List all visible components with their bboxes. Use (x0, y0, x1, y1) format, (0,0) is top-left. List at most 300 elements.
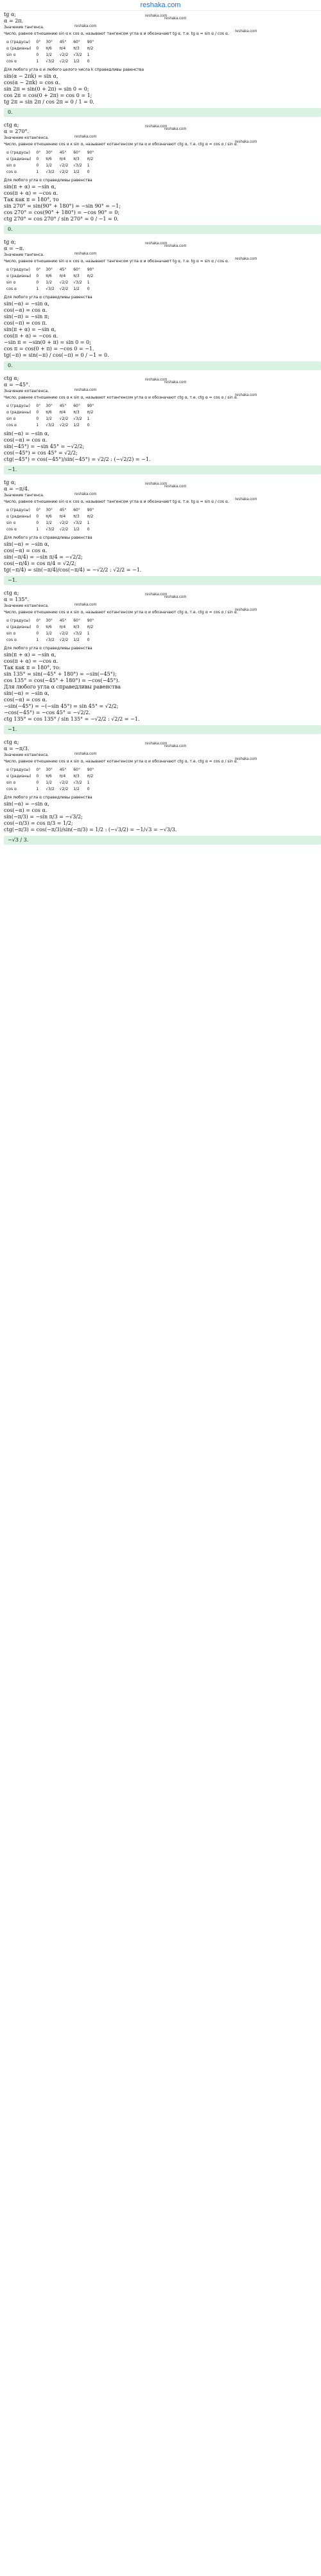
solution-step: cos(−π/4) = cos π/4 = √2/2; (4, 561, 76, 566)
trig-table-header-cell: α (градусы) (6, 618, 30, 623)
watermark: reshaka.com (164, 127, 187, 131)
trig-table-cell: 0 (36, 521, 39, 525)
trig-table-header-row (4, 618, 96, 624)
problem-section-6 (4, 590, 321, 734)
solution-step: −cos(−45°) = −cos 45° = −√2/2. (4, 710, 91, 716)
trig-table-cell: 1 (36, 638, 39, 642)
problem-block (4, 739, 321, 833)
trig-table-header-cell: 45° (59, 768, 67, 772)
problem-line: tg α; (4, 239, 16, 245)
solution-step: ctg(−45°) = cos(−45°)/sin(−45°) = √2/2 : (−√2/2) = −1. (4, 456, 151, 462)
trig-table-cell: π/4 (59, 410, 66, 415)
trig-table-cell: π/2 (87, 625, 94, 629)
trig-table-cell: 1/2 (46, 780, 52, 785)
trig-table-cell: π/2 (87, 157, 94, 161)
solution-step: cos(π + α) = −cos α. (4, 190, 58, 196)
watermark: reshaka.com (74, 752, 97, 756)
solution-step: sin(α − 2πk) = sin α, (4, 73, 58, 79)
problem-line: ctg α; (4, 375, 19, 381)
trig-table-row (4, 514, 96, 520)
trig-table-row-label: α (радианы) (6, 157, 31, 161)
trig-table-row-label: sin α (6, 163, 16, 168)
problem-line: α = −π. (4, 246, 24, 251)
trig-table-header-cell: 90° (87, 267, 94, 272)
watermark: reshaka.com (74, 135, 97, 139)
solution-step: sin(−α) = −sin α, (4, 541, 49, 547)
identity-intro: Для любого угла α справедливы равенства (4, 295, 92, 300)
trig-table-cell: 0 (87, 638, 90, 642)
trig-table-header-cell: α (градусы) (6, 768, 30, 772)
trig-table-cell: π/3 (73, 774, 80, 779)
definition-title: Значение тангенса. (4, 25, 44, 30)
trig-table-header-cell: α (градусы) (6, 40, 30, 44)
trig-table-cell: π/6 (46, 157, 52, 161)
trig-table-cell: 1 (36, 287, 39, 291)
solution-step: cos(π + α) = −cos α. (4, 658, 58, 664)
solution-step: sin(−α) = −sin α, (4, 301, 49, 307)
trig-table-header-cell: 60° (73, 150, 80, 155)
solution-step: cos(−α) = cos α. (4, 548, 48, 554)
answer-box: −1. (4, 725, 321, 734)
trig-table-cell: 1 (36, 59, 39, 64)
problem-line: α = −π/4. (4, 486, 30, 492)
watermark: reshaka.com (145, 14, 168, 18)
trig-table-header-cell: α (градусы) (6, 150, 30, 155)
trig-table-row (4, 410, 96, 416)
trig-table-cell: 1/2 (73, 527, 80, 532)
trig-table-cell: 0 (36, 417, 39, 421)
trig-table-header-cell: 90° (87, 40, 94, 44)
trig-table-cell: 0 (36, 53, 39, 57)
trig-table-cell: π/4 (59, 625, 66, 629)
trig-table-cell: 0 (36, 780, 39, 785)
solution-step: cos 2π = cos(0 + 2π) = cos 0 = 1; (4, 93, 92, 98)
trig-table-cell: √2/2 (59, 163, 69, 168)
definition-rule: Число, равное отношению sin α к cos α, называют тангенсом угла α и обозначают tg α, т.е. tg α = sin α / cos α. (4, 500, 229, 504)
trig-table-cell: π/6 (46, 625, 52, 629)
trig-table-row (4, 59, 96, 65)
solution-step: cos 135° = cos(−45° + 180°) = −cos(−45°). (4, 678, 120, 683)
problem-section-1 (4, 12, 321, 117)
trig-table-header-cell: 90° (87, 618, 94, 623)
solution-step: cos(−π/3) = cos π/3 = 1/2; (4, 820, 73, 826)
solution-step: cos(−45°) = cos 45° = √2/2; (4, 450, 78, 456)
problem-line: α = 270°. (4, 129, 30, 134)
watermark: reshaka.com (145, 378, 168, 382)
trig-table-header-row (4, 507, 96, 514)
problem-line: tg α; (4, 480, 16, 485)
problem-block (4, 480, 321, 573)
watermark: reshaka.com (235, 757, 257, 761)
problem-section-3 (4, 239, 321, 370)
trig-table-row (4, 786, 96, 793)
trig-table-row-label: cos α (6, 638, 17, 642)
trig-table-header-cell: 90° (87, 768, 94, 772)
trig-table-header-cell: 0° (36, 267, 41, 272)
problem-block (4, 122, 321, 222)
watermark: reshaka.com (74, 492, 97, 496)
trig-table-header-cell: 30° (46, 267, 53, 272)
trig-table-cell: √2/2 (59, 638, 69, 642)
problem-block (4, 12, 321, 105)
trig-table-cell: 0 (87, 170, 90, 174)
trig-table-header-cell: 0° (36, 508, 41, 512)
problem-block (4, 590, 321, 723)
solution-step: cos(−α) = cos α. (4, 307, 48, 313)
trig-table-cell: π/2 (87, 514, 94, 519)
trig-table-header-cell: 60° (73, 267, 80, 272)
trig-table-row (4, 163, 96, 169)
trig-table-row-label: α (радианы) (6, 274, 31, 278)
trig-table-row-label: sin α (6, 631, 16, 636)
solution-step: sin(−α) = −sin α, (4, 801, 49, 807)
trig-table-cell: 0 (36, 631, 39, 636)
trig-table-cell: 1 (87, 631, 90, 636)
trig-table-cell: 1/2 (73, 787, 80, 791)
solution-step: tg(−π/4) = sin(−π/4)/cos(−π/4) = −√2/2 : √2/2 = −1. (4, 567, 142, 573)
problem-line: α = 2π. (4, 18, 24, 24)
trig-table-header-cell: 45° (59, 40, 67, 44)
solution-step: ctg(−π/3) = cos(−π/3)/sin(−π/3) = 1/2 : (−√3/2) = −1/√3 = −√3/3. (4, 827, 177, 833)
trig-table-row (4, 169, 96, 176)
trig-table-cell: 1 (36, 423, 39, 428)
trig-table-cell: π/6 (46, 514, 52, 519)
trig-table-cell: π/2 (87, 410, 94, 415)
trig-table-cell: π/6 (46, 410, 52, 415)
trig-table-cell: √3/2 (46, 527, 55, 532)
trig-table-cell: π/2 (87, 46, 94, 51)
trig-table-header-row (4, 267, 96, 273)
trig-table-cell: 1 (87, 417, 90, 421)
trig-table-cell: √3/2 (73, 280, 82, 285)
identity-intro: Для любого угла α справедливы равенства (4, 178, 92, 183)
trig-table-header-cell: 0° (36, 404, 41, 408)
trig-table-cell: 1/2 (46, 53, 52, 57)
watermark: reshaka.com (74, 388, 97, 392)
answer-box: 0. (4, 225, 321, 234)
solution-step: ctg 270° = cos 270° / sin 270° = 0 / −1 = 0. (4, 216, 119, 222)
trig-table (4, 618, 96, 644)
solution-step: cos π = cos(0 + π) = −cos 0 = −1. (4, 346, 94, 352)
definition-rule: Число, равное отношению sin α к cos α, называют тангенсом угла α и обозначают tg α, т.е. tg α = sin α / cos α. (4, 259, 229, 264)
trig-table-row (4, 422, 96, 429)
trig-table-row (4, 46, 96, 52)
trig-table-cell: 1/2 (73, 170, 80, 174)
solution-step: cos(−α) = cos α. (4, 807, 48, 813)
trig-table-row-label: cos α (6, 59, 17, 64)
trig-table-header-cell: 0° (36, 618, 41, 623)
trig-table-cell: √3/2 (46, 170, 55, 174)
trig-table-cell: π/3 (73, 46, 80, 51)
trig-table-row (4, 773, 96, 780)
trig-table-header-cell: 60° (73, 508, 80, 512)
trig-table-row-label: sin α (6, 53, 16, 57)
trig-table-cell: 1/2 (73, 423, 80, 428)
trig-table-row (4, 286, 96, 293)
definition-rule: Число, равное отношению cos α к sin α, называют котангенсом угла α и обозначают ctg α, т.е. ctg α = cos α / sin α. (4, 759, 238, 764)
trig-table-cell: √3/2 (73, 417, 82, 421)
trig-table-row (4, 527, 96, 533)
solution-step: sin(−π) = −sin π; (4, 314, 49, 320)
trig-table-cell: 0 (36, 410, 39, 415)
watermark: reshaka.com (164, 244, 187, 248)
trig-table-header-cell: 60° (73, 404, 80, 408)
trig-table-header-cell: 45° (59, 150, 67, 155)
answer-box: −1. (4, 465, 321, 474)
definition-rule: Число, равное отношению cos α к sin α, называют котангенсом угла α и обозначают ctg α, т.е. ctg α = cos α / sin α. (4, 395, 238, 400)
solution-step: Так как π = 180°, то (4, 197, 59, 203)
trig-table-row-label: sin α (6, 417, 16, 421)
solution-step: −sin(−45°) = −(−sin 45°) = sin 45° = √2/2; (4, 703, 119, 709)
trig-table-row-label: α (радианы) (6, 514, 31, 519)
trig-table (4, 39, 96, 65)
watermark: reshaka.com (74, 24, 97, 28)
trig-table-cell: π/6 (46, 46, 52, 51)
trig-table-cell: π/4 (59, 157, 66, 161)
watermark: reshaka.com (145, 482, 168, 486)
trig-table-header-cell: 60° (73, 618, 80, 623)
trig-table-cell: π/3 (73, 274, 80, 278)
problem-section-5 (4, 480, 321, 585)
definition-title: Значение тангенса. (4, 253, 44, 257)
trig-table-cell: 0 (36, 46, 39, 51)
trig-table-cell: 0 (87, 787, 90, 791)
trig-table-cell: π/4 (59, 46, 66, 51)
solution-step: sin(−π/4) = −sin π/4 = −√2/2; (4, 554, 83, 560)
watermark: reshaka.com (164, 595, 187, 599)
watermark: reshaka.com (164, 17, 187, 21)
solution-step: cos(α − 2πk) = cos α. (4, 80, 60, 86)
trig-table-row-label: cos α (6, 170, 17, 174)
trig-table-cell: π/3 (73, 157, 80, 161)
trig-table-header-cell: 0° (36, 150, 41, 155)
trig-table (4, 267, 96, 293)
trig-table-header-cell: 45° (59, 508, 67, 512)
answer-box: −1. (4, 576, 321, 585)
trig-table-cell: √3/2 (73, 163, 82, 168)
trig-table-cell: π/4 (59, 514, 66, 519)
watermark: reshaka.com (164, 381, 187, 384)
solution-step: cos(π + α) = −cos α. (4, 333, 58, 339)
trig-table-header-cell: 45° (59, 404, 67, 408)
trig-table-row (4, 631, 96, 637)
trig-table-row-label: cos α (6, 787, 17, 791)
definition-rule: Число, равное отношению cos α к sin α, называют котангенсом угла α и обозначают ctg α, т.е. ctg α = cos α / sin α. (4, 610, 238, 615)
trig-table-cell: 0 (36, 514, 39, 519)
solution-step: Для любого угла α справедливы равенства (4, 684, 121, 690)
trig-table-header-cell: 90° (87, 508, 94, 512)
trig-table-cell: 1/2 (73, 287, 80, 291)
trig-table-row-label: sin α (6, 280, 16, 285)
watermark: reshaka.com (145, 593, 168, 597)
trig-table-cell: √2/2 (59, 170, 69, 174)
trig-table-cell: 1/2 (73, 638, 80, 642)
solution-step: sin(−α) = −sin α, (4, 431, 49, 437)
solution-step: cos(−α) = cos α. (4, 437, 48, 443)
watermark: reshaka.com (235, 498, 257, 501)
trig-table-row-label: α (радианы) (6, 774, 31, 779)
trig-table-header-cell: 30° (46, 768, 53, 772)
trig-table-cell: √3/2 (46, 787, 55, 791)
watermark: reshaka.com (235, 608, 257, 612)
solution-step: sin 270° = sin(90° + 180°) = −sin 90° = −1; (4, 203, 121, 209)
identity-intro: Для любого угла α и любого целого числа k справедливы равенства (4, 68, 144, 72)
definition-title: Значение котангенса. (4, 604, 49, 608)
trig-table-cell: √2/2 (59, 417, 69, 421)
trig-table-header-cell: α (градусы) (6, 404, 30, 408)
trig-table-cell: 1 (87, 163, 90, 168)
trig-table-row-label: cos α (6, 423, 17, 428)
trig-table-row (4, 520, 96, 527)
trig-table-cell: √2/2 (59, 59, 69, 64)
trig-table (4, 403, 96, 429)
trig-table-cell: √3/2 (73, 521, 82, 525)
trig-table-cell: π/3 (73, 410, 80, 415)
trig-table-row (4, 52, 96, 59)
trig-table-header-cell: 60° (73, 768, 80, 772)
problem-line: α = 135°. (4, 597, 30, 602)
trig-table-header-cell: α (градусы) (6, 508, 30, 512)
trig-table-header-row (4, 403, 96, 410)
trig-table-header-row (4, 150, 96, 156)
trig-table-cell: 1 (87, 53, 90, 57)
trig-table-cell: 0 (36, 774, 39, 779)
trig-table-cell: 1/2 (46, 163, 52, 168)
trig-table-cell: 1 (87, 780, 90, 785)
trig-table-row-label: sin α (6, 521, 16, 525)
trig-table-row-label: α (радианы) (6, 46, 31, 51)
trig-table-cell: √2/2 (59, 631, 69, 636)
solution-step: tg 2π = sin 2π / cos 2π = 0 / 1 = 0. (4, 99, 94, 105)
watermark: reshaka.com (145, 242, 168, 246)
trig-table-row (4, 624, 96, 631)
solution-step: sin(−α) = −sin α, (4, 690, 49, 696)
trig-table-cell: 1/2 (46, 521, 52, 525)
trig-table-cell: π/6 (46, 274, 52, 278)
trig-table-row (4, 280, 96, 286)
trig-table-cell: 0 (87, 527, 90, 532)
top-watermark: reshaka.com (140, 1, 181, 9)
watermark: reshaka.com (235, 30, 257, 33)
trig-table-cell: 0 (36, 157, 39, 161)
solution-step: tg(−π) = sin(−π) / cos(−π) = 0 / −1 = 0. (4, 352, 109, 358)
trig-table-cell: π/3 (73, 625, 80, 629)
trig-table-cell: π/2 (87, 274, 94, 278)
trig-table-row-label: α (радианы) (6, 625, 31, 629)
solution-step: −sin π = −sin(0 + π) = sin 0 = 0; (4, 339, 91, 345)
watermark: reshaka.com (164, 485, 187, 489)
problem-line: ctg α; (4, 590, 19, 596)
problem-line: ctg α; (4, 122, 19, 128)
trig-table-header-row (4, 39, 96, 46)
trig-table-header-cell: 30° (46, 508, 53, 512)
solution-step: cos 270° = cos(90° + 180°) = −cos 90° = 0; (4, 210, 120, 215)
problem-section-4 (4, 375, 321, 474)
watermark: reshaka.com (74, 603, 97, 607)
trig-table-cell: √3/2 (73, 631, 82, 636)
solution-step: Так как π = 180°, то: (4, 665, 61, 671)
trig-table-header-row (4, 767, 96, 773)
trig-table-cell: √3/2 (46, 287, 55, 291)
trig-table-header-cell: 90° (87, 404, 94, 408)
answer-box: −√3 / 3. (4, 836, 321, 845)
identity-intro: Для любого угла α справедливы равенства (4, 646, 92, 651)
trig-table (4, 767, 96, 793)
trig-table-cell: 1 (36, 527, 39, 532)
trig-table-header-cell: 45° (59, 267, 67, 272)
trig-table-cell: 1/2 (46, 280, 52, 285)
trig-table-cell: √3/2 (73, 53, 82, 57)
trig-table-row-label: α (радианы) (6, 410, 31, 415)
trig-table-header-cell: α (градусы) (6, 267, 30, 272)
answer-box: 0. (4, 108, 321, 117)
trig-table-cell: √3/2 (46, 59, 55, 64)
trig-table-cell: 1 (87, 521, 90, 525)
trig-table-cell: √2/2 (59, 521, 69, 525)
problem-section-7 (4, 739, 321, 845)
definition-title: Значение котангенса. (4, 136, 49, 140)
definition-title: Значение тангенса. (4, 493, 44, 498)
trig-table-cell: 0 (36, 625, 39, 629)
trig-table-cell: π/4 (59, 274, 66, 278)
solution-step: cos(−π) = cos π. (4, 320, 48, 326)
identity-intro: Для любого угла α справедливы равенства (4, 536, 92, 540)
trig-table-cell: √2/2 (59, 780, 69, 785)
trig-table-header-cell: 30° (46, 40, 53, 44)
trig-table (4, 150, 96, 176)
trig-table-row (4, 780, 96, 786)
trig-table-cell: 1 (36, 787, 39, 791)
problem-section-2 (4, 122, 321, 234)
trig-table-row-label: cos α (6, 527, 17, 532)
trig-table-header-cell: 60° (73, 40, 80, 44)
identity-intro: Для любого угла α справедливы равенства (4, 795, 92, 800)
watermark: reshaka.com (145, 125, 168, 129)
watermark: reshaka.com (235, 393, 257, 397)
trig-table-cell: 0 (36, 163, 39, 168)
watermark: reshaka.com (235, 140, 257, 144)
trig-table-cell: 0 (36, 280, 39, 285)
trig-table-cell: √2/2 (59, 53, 69, 57)
trig-table-cell: √2/2 (59, 280, 69, 285)
trig-table-cell: 1/2 (46, 631, 52, 636)
solution-step: ctg 135° = cos 135° / sin 135° = −√2/2 : √2/2 = −1. (4, 716, 140, 722)
trig-table-header-cell: 0° (36, 40, 41, 44)
trig-table-row (4, 416, 96, 422)
trig-table-header-cell: 30° (46, 618, 53, 623)
trig-table-header-cell: 0° (36, 768, 41, 772)
problem-block (4, 239, 321, 359)
trig-table-cell: √2/2 (59, 527, 69, 532)
trig-table-cell: 1/2 (73, 59, 80, 64)
watermark: reshaka.com (235, 257, 257, 261)
trig-table-row (4, 273, 96, 280)
trig-table-cell: 0 (36, 274, 39, 278)
trig-table-cell: 1 (87, 280, 90, 285)
trig-table-cell: π/2 (87, 774, 94, 779)
solution-step: sin(−π/3) = −sin π/3 = −√3/2; (4, 814, 83, 820)
solution-step: sin 2π = sin(0 + 2π) = sin 0 = 0; (4, 86, 89, 92)
trig-table (4, 507, 96, 533)
trig-table-header-cell: 30° (46, 150, 53, 155)
definition-title: Значение котангенса. (4, 753, 49, 757)
watermark: reshaka.com (164, 744, 187, 748)
trig-table-cell: 1/2 (46, 417, 52, 421)
trig-table-cell: 0 (87, 423, 90, 428)
solution-step: sin(π + α) = −sin α, (4, 184, 56, 190)
trig-table-cell: π/4 (59, 774, 66, 779)
problem-line: ctg α; (4, 739, 19, 745)
